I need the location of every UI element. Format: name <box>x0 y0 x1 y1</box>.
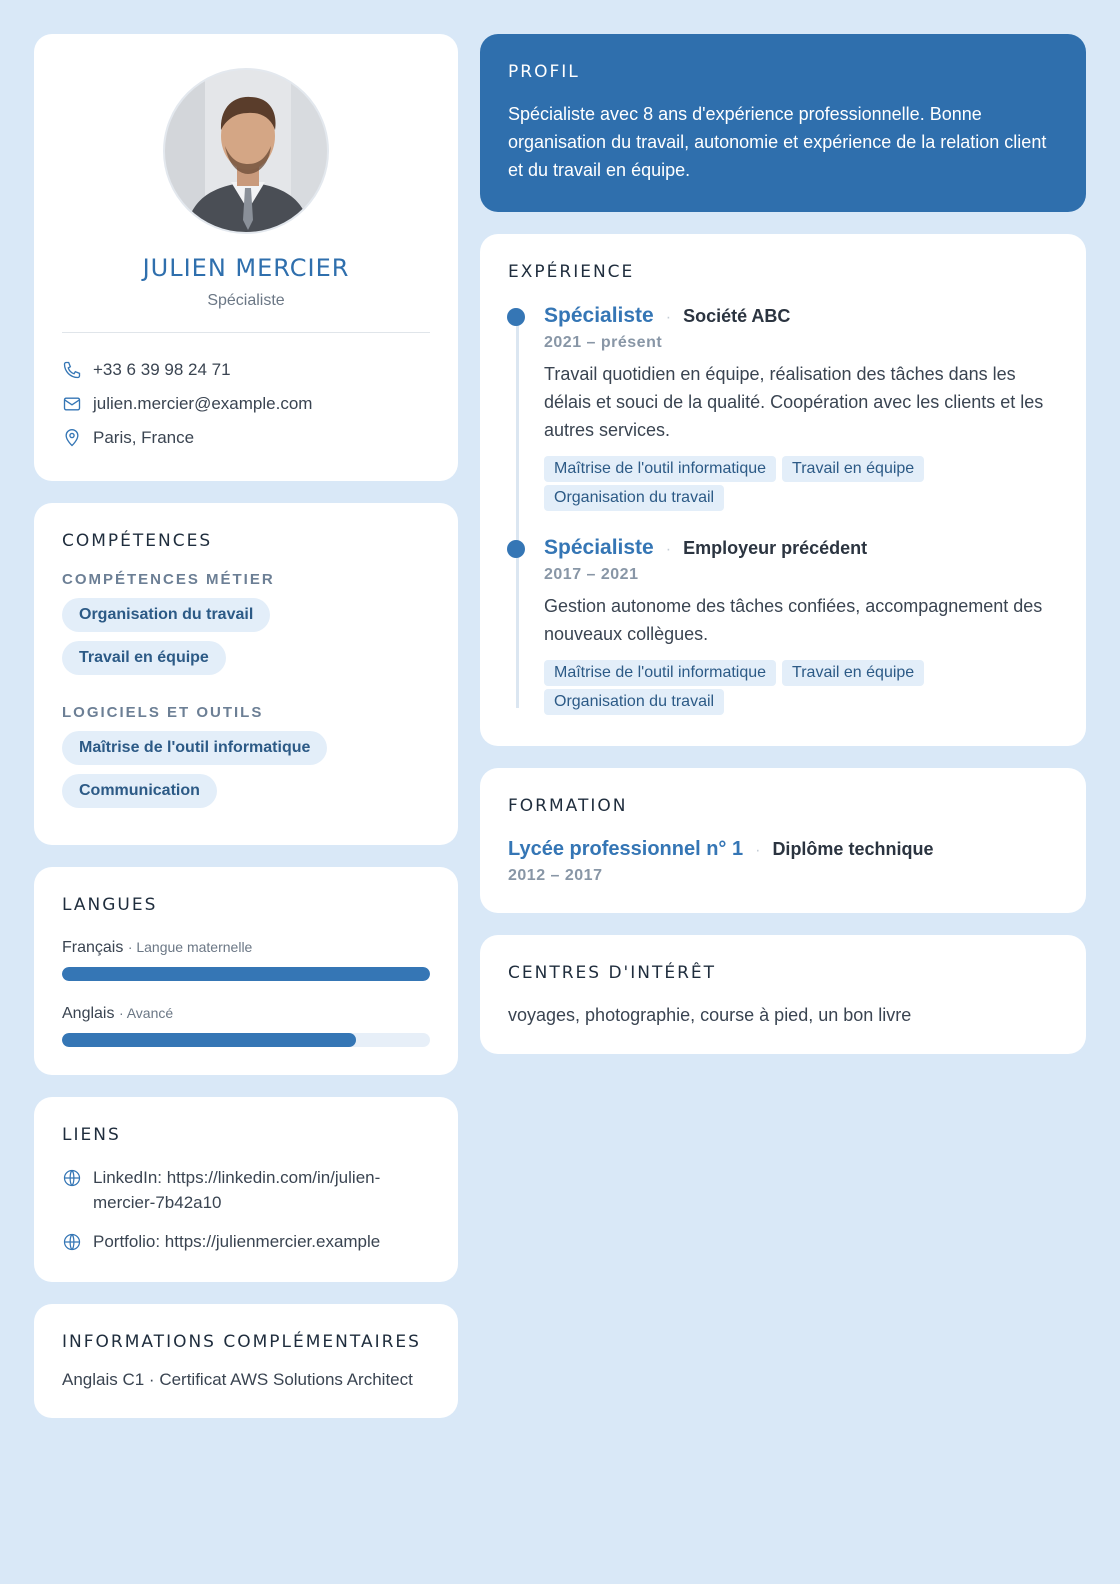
skills-group-title: LOGICIELS ET OUTILS <box>62 704 264 721</box>
experience-tags <box>544 660 1058 718</box>
link-portfolio[interactable] <box>62 1229 430 1254</box>
interests-text: voyages, photographie, course à pied, un bon livre <box>508 1005 912 1025</box>
skills-title: COMPÉTENCES <box>62 531 213 551</box>
skill-pill: Travail en équipe <box>62 641 226 675</box>
experience-item <box>544 304 1058 514</box>
location-text: Paris, France <box>93 428 195 447</box>
additional-info-card <box>34 1304 458 1418</box>
contact-list <box>62 353 430 455</box>
skills-group-list <box>62 598 430 684</box>
left-column <box>34 34 458 1440</box>
phone-text: +33 6 39 98 24 71 <box>93 360 231 379</box>
language-item <box>62 1005 430 1047</box>
phone-icon <box>62 360 82 380</box>
experience-tag: Organisation du travail <box>544 485 724 511</box>
experience-company: Employeur précédent <box>683 538 868 558</box>
contact-phone[interactable] <box>62 353 430 387</box>
timeline-dot <box>507 308 525 326</box>
experience-tag: Travail en équipe <box>782 660 924 686</box>
links-card <box>34 1097 458 1282</box>
experience-card <box>480 234 1086 746</box>
skills-group-list <box>62 731 430 817</box>
experience-tag: Organisation du travail <box>544 689 724 715</box>
language-name: Anglais <box>62 1005 115 1022</box>
experience-tags <box>544 456 1058 514</box>
timeline-dot <box>507 540 525 558</box>
language-level: · Langue maternelle <box>127 939 253 955</box>
education-dates: 2012 – 2017 <box>508 867 603 884</box>
link-text: Portfolio: https://julienmercier.example <box>93 1232 381 1251</box>
experience-tag: Travail en équipe <box>782 456 924 482</box>
timeline-line <box>516 318 519 708</box>
language-bar <box>62 967 430 981</box>
divider <box>62 332 430 333</box>
skills-group-title: COMPÉTENCES MÉTIER <box>62 571 275 588</box>
email-text: julien.mercier@example.com <box>93 394 313 413</box>
links-title: LIENS <box>62 1125 121 1145</box>
experience-role: Spécialiste <box>544 536 654 559</box>
avatar-photo <box>165 70 329 234</box>
experience-description: Travail quotidien en équipe, réalisation des tâches dans les délais et souci de la qualité. Coopération avec les clients et les autres services. <box>544 364 1044 440</box>
education-card <box>480 768 1086 913</box>
link-text: LinkedIn: https://linkedin.com/in/julien-mercier-7b42a10 <box>93 1168 381 1212</box>
map-pin-icon <box>62 428 82 448</box>
experience-title: EXPÉRIENCE <box>508 262 635 282</box>
experience-tag: Maîtrise de l'outil informatique <box>544 456 776 482</box>
language-level: · Avancé <box>118 1005 174 1021</box>
mail-icon <box>62 394 82 414</box>
avatar <box>163 68 329 234</box>
interests-title: CENTRES D'INTÉRÊT <box>508 963 717 983</box>
language-bar-fill <box>62 967 430 981</box>
profile-card <box>480 34 1086 212</box>
separator-dot: · <box>755 842 761 859</box>
additional-info-title: INFORMATIONS COMPLÉMENTAIRES <box>62 1332 421 1352</box>
identity-card <box>34 34 458 481</box>
skill-pill: Organisation du travail <box>62 598 270 632</box>
globe-icon <box>62 1168 82 1188</box>
experience-company: Société ABC <box>683 306 791 326</box>
language-name: Français <box>62 939 124 956</box>
experience-role: Spécialiste <box>544 304 654 327</box>
interests-card <box>480 935 1086 1054</box>
skills-card <box>34 503 458 845</box>
experience-dates: 2017 – 2021 <box>544 566 639 583</box>
separator-dot: · <box>665 309 672 326</box>
contact-location <box>62 421 430 455</box>
profile-text: Spécialiste avec 8 ans d'expérience professionnelle. Bonne organisation du travail, autonomie et expérience de la relation client et du travail en équipe. <box>508 104 1047 180</box>
language-bar-fill <box>62 1033 356 1047</box>
full-name: JULIEN MERCIER <box>142 254 350 282</box>
profile-title: PROFIL <box>508 62 580 82</box>
languages-card <box>34 867 458 1075</box>
skill-pill: Communication <box>62 774 217 808</box>
contact-email[interactable] <box>62 387 430 421</box>
experience-dates: 2021 – présent <box>544 334 663 351</box>
languages-title: LANGUES <box>62 895 158 915</box>
experience-item <box>544 536 1058 718</box>
additional-info-text: Anglais C1 · Certificat AWS Solutions Architect <box>62 1370 413 1389</box>
education-title: FORMATION <box>508 796 628 816</box>
education-school: Lycée professionnel n° 1 <box>508 838 744 860</box>
language-item <box>62 939 430 981</box>
education-degree: Diplôme technique <box>772 839 934 859</box>
experience-tag: Maîtrise de l'outil informatique <box>544 660 776 686</box>
right-column <box>480 34 1086 1076</box>
globe-icon <box>62 1232 82 1252</box>
language-bar <box>62 1033 430 1047</box>
experience-timeline <box>508 304 1058 718</box>
link-linkedin[interactable] <box>62 1165 430 1215</box>
separator-dot: · <box>665 541 672 558</box>
skill-pill: Maîtrise de l'outil informatique <box>62 731 327 765</box>
job-title: Spécialiste <box>207 292 285 309</box>
experience-description: Gestion autonome des tâches confiées, accompagnement des nouveaux collègues. <box>544 596 1043 644</box>
